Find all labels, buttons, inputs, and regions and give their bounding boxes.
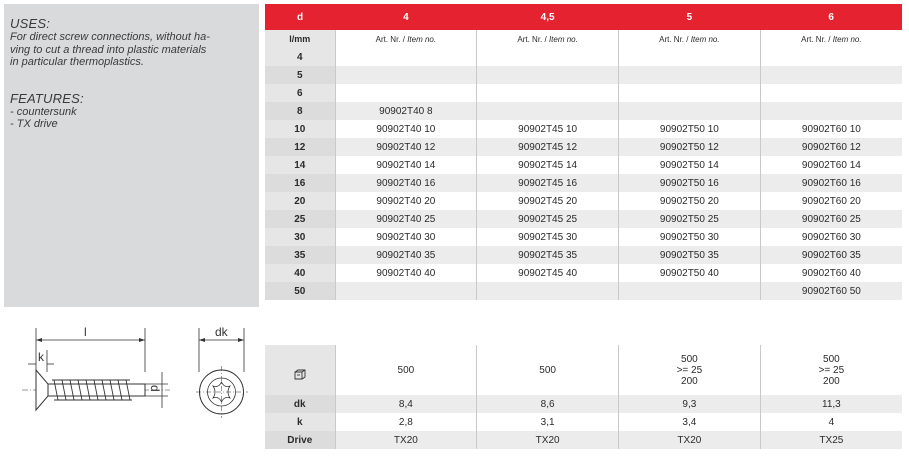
length-cell: 20: [265, 192, 335, 210]
item-number-cell: [477, 48, 619, 66]
table-row: [265, 120, 902, 138]
item-number-cell: 90902T60 35: [760, 246, 902, 264]
dim-label-dk: dk: [215, 325, 228, 339]
table-row: [265, 66, 902, 84]
item-number-cell: 90902T60 50: [760, 282, 902, 300]
item-number-cell: 90902T45 16: [477, 174, 619, 192]
packaging-value: 500 >= 25 200: [760, 345, 902, 395]
k-value: 3,4: [619, 413, 761, 431]
item-number-cell: 90902T60 40: [760, 264, 902, 282]
packaging-row: [265, 345, 902, 395]
table-row: [265, 156, 902, 174]
item-number-cell: 90902T50 10: [619, 120, 761, 138]
length-cell: 10: [265, 120, 335, 138]
dk-row: [265, 395, 902, 413]
item-number-cell: [760, 48, 902, 66]
k-value: 3,1: [477, 413, 619, 431]
item-number-cell: 90902T40 30: [335, 228, 477, 246]
dk-value: 11,3: [760, 395, 902, 413]
length-cell: 8: [265, 102, 335, 120]
item-number-cell: 90902T45 20: [477, 192, 619, 210]
specs-table: [265, 345, 902, 449]
item-number-cell: 90902T50 14: [619, 156, 761, 174]
table-row: [265, 174, 902, 192]
length-cell: 40: [265, 264, 335, 282]
item-number-cell: [760, 84, 902, 102]
length-unit-label: l/mm: [265, 30, 335, 48]
packaging-value: 500 >= 25 200: [619, 345, 761, 395]
item-number-cell: 90902T40 16: [335, 174, 477, 192]
length-cell: 16: [265, 174, 335, 192]
drive-value: TX20: [477, 431, 619, 449]
table-row: [265, 138, 902, 156]
item-number-cell: 90902T45 35: [477, 246, 619, 264]
header-diameter: 4: [335, 4, 477, 30]
dk-label: dk: [265, 395, 335, 413]
header-d: d: [265, 4, 335, 30]
dk-value: 8,4: [335, 395, 477, 413]
item-number-cell: 90902T60 14: [760, 156, 902, 174]
item-no-label: Art. Nr. / Item no.: [335, 30, 477, 48]
item-number-cell: [619, 48, 761, 66]
table-row: [265, 246, 902, 264]
item-number-cell: 90902T40 40: [335, 264, 477, 282]
table-row: [265, 48, 902, 66]
item-number-cell: [619, 66, 761, 84]
dim-label-k: k: [38, 350, 44, 364]
item-number-cell: [477, 102, 619, 120]
description-panel: [4, 4, 259, 307]
item-number-cell: 90902T60 10: [760, 120, 902, 138]
item-number-cell: 90902T45 12: [477, 138, 619, 156]
item-number-cell: 90902T40 25: [335, 210, 477, 228]
item-number-cell: 90902T45 10: [477, 120, 619, 138]
item-number-cell: [335, 66, 477, 84]
item-number-cell: 90902T50 25: [619, 210, 761, 228]
length-cell: 6: [265, 84, 335, 102]
item-no-label: Art. Nr. / Item no.: [619, 30, 761, 48]
item-no-label: Art. Nr. / Item no.: [760, 30, 902, 48]
item-number-cell: [335, 84, 477, 102]
screw-diagram-svg: [10, 322, 255, 442]
item-number-cell: 90902T50 35: [619, 246, 761, 264]
item-number-cell: 90902T40 20: [335, 192, 477, 210]
feature-item: - TX drive: [10, 118, 58, 130]
item-number-cell: 90902T40 14: [335, 156, 477, 174]
feature-item: - countersunk: [10, 105, 77, 118]
item-number-cell: 90902T60 16: [760, 174, 902, 192]
article-table: [265, 4, 902, 300]
item-number-cell: 90902T60 25: [760, 210, 902, 228]
packaging-value: 500: [477, 345, 619, 395]
item-number-cell: 90902T40 10: [335, 120, 477, 138]
item-number-cell: 90902T60 30: [760, 228, 902, 246]
table-row: [265, 264, 902, 282]
item-number-cell: [619, 102, 761, 120]
dim-label-l: l: [84, 325, 87, 339]
packaging-value: 500: [335, 345, 477, 395]
length-cell: 35: [265, 246, 335, 264]
item-number-cell: 90902T50 16: [619, 174, 761, 192]
drive-row: [265, 431, 902, 449]
item-number-cell: [477, 84, 619, 102]
subheader-row: [265, 30, 902, 48]
drive-value: TX20: [335, 431, 477, 449]
item-number-cell: 90902T45 30: [477, 228, 619, 246]
k-value: 4: [760, 413, 902, 431]
length-cell: 14: [265, 156, 335, 174]
k-row: [265, 413, 902, 431]
item-number-cell: 90902T50 40: [619, 264, 761, 282]
k-value: 2,8: [335, 413, 477, 431]
uses-text: For direct screw connections, without ha- ving to cut a thread into plastic materials in particular thermoplastics.: [10, 31, 210, 68]
uses-title: USES:: [10, 16, 51, 31]
item-number-cell: [760, 102, 902, 120]
item-number-cell: 90902T50 30: [619, 228, 761, 246]
dk-value: 8,6: [477, 395, 619, 413]
length-cell: 12: [265, 138, 335, 156]
item-number-cell: 90902T50 20: [619, 192, 761, 210]
drive-value: TX20: [619, 431, 761, 449]
length-cell: 50: [265, 282, 335, 300]
features-title: FEATURES:: [10, 90, 84, 106]
header-diameter: 5: [619, 4, 761, 30]
drive-label: Drive: [265, 431, 335, 449]
dk-value: 9,3: [619, 395, 761, 413]
drive-value: TX25: [760, 431, 902, 449]
item-number-cell: 90902T40 12: [335, 138, 477, 156]
item-number-cell: 90902T60 12: [760, 138, 902, 156]
header-diameter: 4,5: [477, 4, 619, 30]
table-row: [265, 102, 902, 120]
item-number-cell: 90902T60 20: [760, 192, 902, 210]
k-label: k: [265, 413, 335, 431]
item-number-cell: 90902T45 40: [477, 264, 619, 282]
item-number-cell: [477, 282, 619, 300]
item-number-cell: [335, 282, 477, 300]
item-number-cell: [477, 66, 619, 84]
table-row: [265, 228, 902, 246]
length-cell: 25: [265, 210, 335, 228]
item-number-cell: [619, 282, 761, 300]
table-row: [265, 192, 902, 210]
item-number-cell: 90902T40 8: [335, 102, 477, 120]
screw-drawing: [10, 322, 255, 442]
item-number-cell: [619, 84, 761, 102]
length-cell: 5: [265, 66, 335, 84]
item-number-cell: [335, 48, 477, 66]
item-number-cell: 90902T45 25: [477, 210, 619, 228]
item-number-cell: 90902T50 12: [619, 138, 761, 156]
item-no-label: Art. Nr. / Item no.: [477, 30, 619, 48]
dim-label-d: d: [148, 385, 162, 392]
table-row: [265, 210, 902, 228]
item-number-cell: 90902T45 14: [477, 156, 619, 174]
length-cell: 4: [265, 48, 335, 66]
table-row: [265, 84, 902, 102]
box-icon: [265, 345, 335, 395]
header-diameter: 6: [760, 4, 902, 30]
length-cell: 30: [265, 228, 335, 246]
item-number-cell: [760, 66, 902, 84]
table-row: [265, 282, 902, 300]
item-number-cell: 90902T40 35: [335, 246, 477, 264]
